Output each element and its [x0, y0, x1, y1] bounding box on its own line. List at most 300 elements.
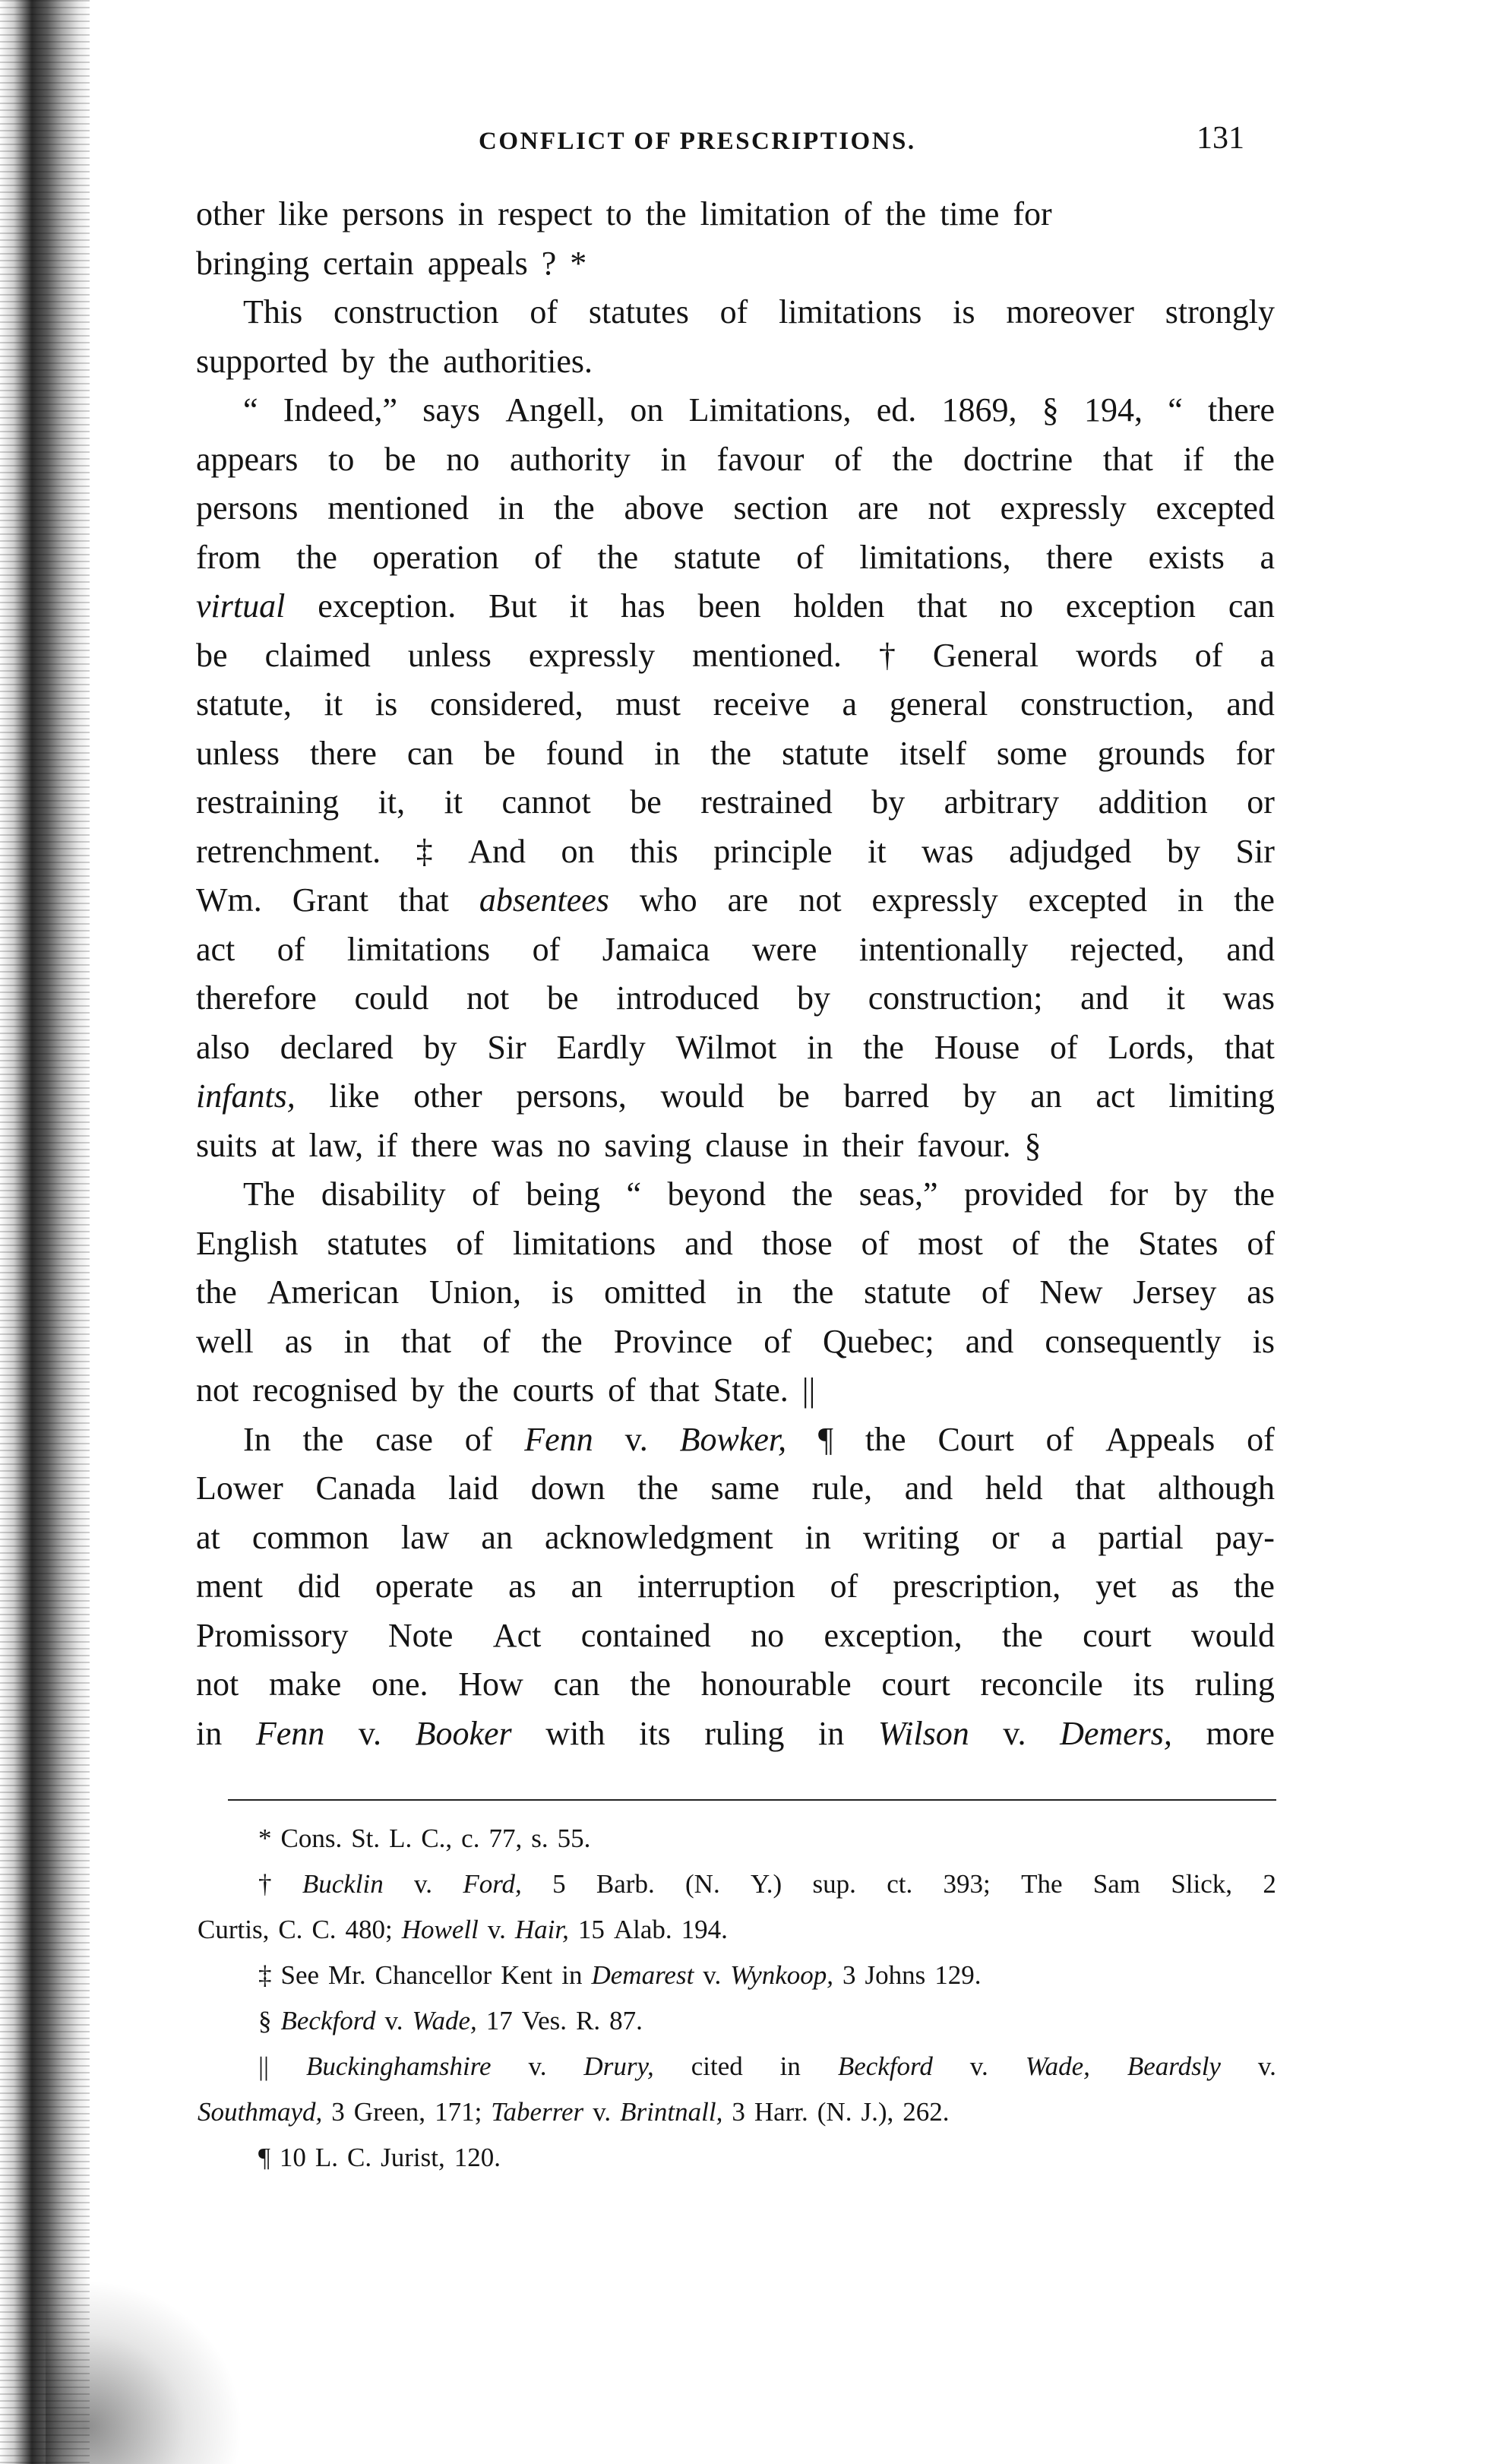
word: is — [1252, 1322, 1275, 1360]
text-line — [196, 386, 1275, 435]
word: in — [343, 1322, 370, 1360]
word: of — [861, 1224, 890, 1262]
word: down — [530, 1469, 605, 1507]
word: Green, — [353, 2097, 426, 2127]
word: must — [615, 685, 681, 723]
word: disability — [321, 1175, 446, 1213]
word: Wilson — [877, 1714, 969, 1752]
word: recognised — [252, 1371, 397, 1409]
footnote-line — [198, 1816, 1276, 1861]
word: this — [630, 832, 678, 870]
word: for — [1108, 1175, 1149, 1213]
text-line — [196, 239, 1275, 289]
word: and — [965, 1322, 1014, 1360]
word: can — [553, 1665, 600, 1703]
text-line — [196, 582, 1275, 631]
word: be — [196, 636, 228, 674]
word: been — [697, 587, 761, 625]
word: the — [302, 1420, 344, 1458]
text-line — [196, 680, 1275, 729]
word: Jersey — [1133, 1273, 1217, 1311]
word: persons — [342, 195, 444, 232]
word: a — [1260, 636, 1275, 674]
word: Sam — [1092, 1869, 1141, 1899]
word: receive — [713, 685, 810, 723]
text-line — [196, 1317, 1275, 1367]
word: in — [654, 734, 681, 772]
word: the — [388, 342, 430, 380]
word: the — [1001, 1616, 1043, 1654]
word: “ — [1168, 391, 1183, 429]
word: Beardsly — [1127, 2051, 1221, 2081]
word: statutes — [588, 293, 689, 331]
word: 87. — [609, 2006, 643, 2035]
word: Y.) — [751, 1869, 782, 1899]
word: limiting — [1168, 1077, 1275, 1115]
word: the — [645, 195, 687, 232]
word: of — [719, 293, 748, 331]
word: in — [805, 1518, 831, 1556]
word: the — [541, 1322, 583, 1360]
word: that — [1224, 1028, 1275, 1066]
word: unless — [196, 734, 280, 772]
word: Canada — [315, 1469, 416, 1507]
word: of — [277, 930, 305, 968]
text-line — [196, 1268, 1275, 1317]
word: like — [329, 1077, 380, 1115]
word: provided — [964, 1175, 1083, 1213]
word: statute — [782, 734, 869, 772]
word: certain — [323, 244, 414, 282]
word: at — [270, 1126, 296, 1164]
word: 194, — [1084, 391, 1143, 429]
word: v. — [624, 1420, 648, 1458]
word: be — [778, 1077, 810, 1115]
word: it — [569, 587, 589, 625]
word: Fenn — [524, 1420, 593, 1458]
word: declared — [280, 1028, 394, 1066]
word: † — [258, 1869, 272, 1899]
word: be — [384, 440, 416, 478]
word: R. — [576, 2006, 601, 2035]
word: v. — [1003, 1714, 1026, 1752]
word: section — [733, 489, 829, 527]
word: in — [818, 1714, 845, 1752]
word: § — [1024, 1126, 1042, 1164]
word: at — [196, 1518, 220, 1556]
word: the — [553, 489, 595, 527]
word: Eardly — [556, 1028, 646, 1066]
word: Bowker, — [679, 1420, 787, 1458]
running-title: CONFLICT OF PRESCRIPTIONS. — [479, 128, 916, 155]
word: limitations — [346, 930, 491, 968]
word: strongly — [1165, 293, 1275, 331]
word: and — [1226, 930, 1275, 968]
word: it — [324, 685, 343, 723]
word: or — [991, 1518, 1020, 1556]
word: are — [727, 881, 769, 919]
word: Taberrer — [491, 2097, 584, 2127]
word: by — [797, 979, 830, 1017]
word: intentionally — [858, 930, 1029, 968]
text-line — [196, 435, 1275, 485]
body-text — [196, 190, 1275, 1758]
word: Appeals — [1105, 1420, 1216, 1458]
word: ¶ — [818, 1420, 833, 1458]
text-line — [196, 1072, 1275, 1121]
word: acknowledgment — [545, 1518, 773, 1556]
word: be — [546, 979, 579, 1017]
word: s. — [531, 1823, 548, 1853]
word: make — [268, 1665, 342, 1703]
word: rule, — [811, 1469, 873, 1507]
text-line — [196, 533, 1275, 583]
word: can — [1228, 587, 1275, 625]
word: would — [1190, 1616, 1275, 1654]
word: New — [1039, 1273, 1103, 1311]
word: a — [842, 685, 858, 723]
word: of — [763, 1322, 792, 1360]
word: Drury, — [583, 2051, 654, 2081]
word: law — [400, 1518, 450, 1556]
word: ct. — [887, 1869, 913, 1899]
word: 17 — [485, 2006, 513, 2035]
word: v. — [969, 2051, 988, 2081]
word: C. — [347, 2143, 372, 2172]
page-number: 131 — [1197, 121, 1244, 156]
word: the — [637, 1469, 678, 1507]
word: 171; — [435, 2097, 482, 2127]
word: that — [398, 881, 449, 919]
word: statute — [864, 1273, 952, 1311]
word: clause — [705, 1126, 789, 1164]
word: limitations, — [859, 538, 1011, 576]
word: it — [444, 783, 463, 821]
word: v. — [358, 1714, 382, 1752]
word: Wilmot — [675, 1028, 777, 1066]
word: honourable — [700, 1665, 852, 1703]
word: Johns — [865, 1960, 926, 1990]
footnote-line — [198, 1907, 1276, 1953]
word: in — [779, 2051, 801, 2081]
word: States — [1138, 1224, 1219, 1262]
word: Mr. — [328, 1960, 366, 1990]
word: there — [411, 1126, 478, 1164]
word: ‡ — [416, 832, 433, 870]
word: In — [243, 1420, 271, 1458]
word: But — [488, 587, 537, 625]
word: that — [917, 587, 968, 625]
text-line — [196, 1612, 1275, 1661]
word: Angell, — [505, 391, 605, 429]
word: the — [1234, 881, 1275, 919]
word: above — [624, 489, 704, 527]
word: Limitations, — [688, 391, 852, 429]
word: not — [928, 489, 971, 527]
word: its — [639, 1714, 671, 1752]
word: † — [878, 636, 896, 674]
word: § — [1042, 391, 1059, 429]
word: Jamaica — [602, 930, 710, 968]
word: appeals — [427, 244, 528, 282]
word: ? — [541, 244, 557, 282]
word: and — [1080, 979, 1129, 1017]
word: are — [857, 489, 899, 527]
word: “ — [626, 1175, 642, 1213]
word: Buckinghamshire — [305, 2051, 492, 2081]
word: expressly — [528, 636, 656, 674]
word: claimed — [264, 636, 371, 674]
word: and — [1226, 685, 1275, 723]
word: limitation — [700, 195, 830, 232]
word: Jurist, — [381, 2143, 445, 2172]
word: Lords, — [1108, 1028, 1195, 1066]
word: did — [297, 1567, 341, 1605]
word: like — [278, 195, 329, 232]
text-line — [196, 190, 1275, 239]
word: well — [196, 1322, 254, 1360]
word: of — [1194, 636, 1223, 674]
word: Fenn — [255, 1714, 325, 1752]
word: sup. — [812, 1869, 856, 1899]
word: with — [545, 1714, 605, 1752]
word: barred — [843, 1077, 929, 1115]
word: by — [1174, 1175, 1208, 1213]
word: a — [1051, 1518, 1067, 1556]
word: has — [620, 587, 665, 625]
word: the — [710, 734, 752, 772]
word: by — [341, 342, 375, 380]
word: by — [871, 783, 906, 821]
word: that — [1075, 1469, 1126, 1507]
word: Cons. — [280, 1823, 343, 1853]
word: there — [1208, 391, 1275, 429]
word: mentioned. — [692, 636, 842, 674]
word: cited — [691, 2051, 743, 2081]
word: persons, — [516, 1077, 627, 1115]
word: respect — [498, 195, 593, 232]
word: limitations — [513, 1224, 656, 1262]
word: for — [1013, 195, 1052, 232]
word: also — [196, 1028, 250, 1066]
word: St. — [351, 1823, 381, 1853]
word: the — [1234, 1567, 1275, 1605]
word: a — [1260, 538, 1275, 576]
word: if — [1183, 440, 1204, 478]
word: to — [328, 440, 355, 478]
word: is — [375, 685, 398, 723]
word: pay- — [1215, 1518, 1275, 1556]
text-line — [196, 1562, 1275, 1612]
word: as — [1247, 1273, 1275, 1311]
word: ¶ — [258, 2143, 270, 2172]
word: || — [258, 2051, 270, 2081]
word: of — [981, 1273, 1010, 1311]
footnote-line — [198, 1861, 1276, 1907]
word: of — [1247, 1224, 1275, 1262]
word: the — [1234, 1175, 1275, 1213]
word: construction — [334, 293, 499, 331]
word: c. — [461, 1823, 480, 1853]
word: appears — [196, 440, 299, 478]
word: statute, — [196, 685, 292, 723]
word: || — [801, 1371, 816, 1409]
word: “ — [243, 391, 258, 429]
word: v. — [384, 2006, 403, 2035]
word: of — [472, 1175, 500, 1213]
word: interruption — [637, 1567, 795, 1605]
word: American — [267, 1273, 400, 1311]
word: favour — [716, 440, 805, 478]
word: grounds — [1097, 734, 1206, 772]
text-line — [196, 1710, 1275, 1759]
word: exception, — [824, 1616, 963, 1654]
word: in — [196, 1714, 223, 1752]
word: held — [985, 1469, 1043, 1507]
word: more — [1206, 1714, 1275, 1752]
word: the — [865, 1420, 906, 1458]
word: most — [918, 1224, 983, 1262]
word: Chancellor — [375, 1960, 492, 1990]
text-line — [196, 288, 1275, 337]
word: doctrine — [963, 440, 1073, 478]
word: 3 — [732, 2097, 745, 2127]
word: it — [1166, 979, 1185, 1017]
word: its — [1133, 1665, 1165, 1703]
text-line — [196, 1514, 1275, 1563]
word: Beckford — [837, 2051, 933, 2081]
word: ruling — [1194, 1665, 1275, 1703]
word: expressly — [871, 881, 998, 919]
footnote-line — [198, 2044, 1276, 2089]
word: omitted — [604, 1273, 707, 1311]
word: court — [1083, 1616, 1152, 1654]
word: contained — [580, 1616, 711, 1654]
word: the — [792, 1175, 833, 1213]
word: could — [354, 979, 429, 1017]
word: Sir — [1235, 832, 1275, 870]
word: the — [885, 195, 927, 232]
word: Indeed,” — [283, 391, 398, 429]
word: if — [377, 1126, 398, 1164]
word: v. — [487, 1915, 506, 1944]
word: Alab. — [613, 1915, 672, 1944]
word: limitations — [779, 293, 922, 331]
word: L. — [389, 1823, 413, 1853]
word: C. — [278, 1915, 303, 1944]
word: although — [1157, 1469, 1275, 1507]
word: be — [483, 734, 516, 772]
text-line — [196, 631, 1275, 681]
word: suits — [196, 1126, 258, 1164]
word: Quebec; — [823, 1322, 934, 1360]
word: by — [410, 1371, 444, 1409]
word: an — [1030, 1077, 1062, 1115]
word: as — [508, 1567, 536, 1605]
word: Wynkoop, — [730, 1960, 834, 1990]
word: itself — [899, 734, 966, 772]
word: Court — [937, 1420, 1014, 1458]
word: of — [1045, 1420, 1074, 1458]
word: bringing — [196, 244, 310, 282]
word: in — [561, 1960, 583, 1990]
word: 1869, — [941, 391, 1017, 429]
word: an — [571, 1567, 603, 1605]
word: 3 — [331, 2097, 345, 2127]
word: Demarest — [591, 1960, 694, 1990]
footnote-line — [198, 1998, 1276, 2044]
word: holden — [793, 587, 885, 625]
word: in — [1177, 881, 1204, 919]
word: by — [1166, 832, 1200, 870]
word: absentees — [479, 881, 609, 919]
word: of — [1049, 1028, 1078, 1066]
word: courts — [512, 1371, 595, 1409]
word: therefore — [196, 979, 317, 1017]
word: partial — [1098, 1518, 1184, 1556]
word: of — [1011, 1224, 1040, 1262]
word: as — [284, 1322, 313, 1360]
word: be — [630, 783, 662, 821]
word: no — [751, 1616, 785, 1654]
word: addition — [1098, 783, 1208, 821]
word: State. — [713, 1371, 789, 1409]
word: Demers, — [1060, 1714, 1172, 1752]
word: virtual — [196, 587, 286, 625]
word: favour. — [917, 1126, 1011, 1164]
word: of — [456, 1224, 485, 1262]
word: being — [526, 1175, 601, 1213]
word: authority — [510, 440, 631, 478]
word: adjudged — [1009, 832, 1132, 870]
word: Ves. — [521, 2006, 567, 2035]
word: the — [1068, 1224, 1110, 1262]
word: Grant — [292, 881, 368, 919]
word: other — [196, 195, 265, 232]
text-line — [196, 1366, 1275, 1415]
word: the — [1234, 440, 1275, 478]
word: the — [196, 1273, 237, 1311]
word: for — [1235, 734, 1275, 772]
word: statutes — [327, 1224, 428, 1262]
word: Wade, — [412, 2006, 477, 2035]
word: the — [892, 440, 934, 478]
word: in — [736, 1273, 763, 1311]
word: of — [534, 538, 562, 576]
word: expressly — [1000, 489, 1127, 527]
word: Southmayd, — [198, 2097, 323, 2127]
word: of — [796, 538, 824, 576]
word: restrained — [700, 783, 833, 821]
word: and — [684, 1224, 733, 1262]
word: on — [630, 391, 664, 429]
word: not — [798, 881, 842, 919]
word: to — [605, 195, 632, 232]
word: Wade, — [1025, 2051, 1090, 2081]
word: same — [710, 1469, 779, 1507]
word: from — [196, 538, 261, 576]
word: Lower — [196, 1469, 283, 1507]
word: in — [807, 1028, 833, 1066]
word: And — [468, 832, 526, 870]
word: restraining — [196, 783, 340, 821]
word: This — [243, 293, 303, 331]
word: The — [243, 1175, 296, 1213]
text-line — [196, 729, 1275, 779]
word: says — [422, 391, 481, 429]
word: The — [1021, 1869, 1063, 1899]
word: court — [881, 1665, 950, 1703]
